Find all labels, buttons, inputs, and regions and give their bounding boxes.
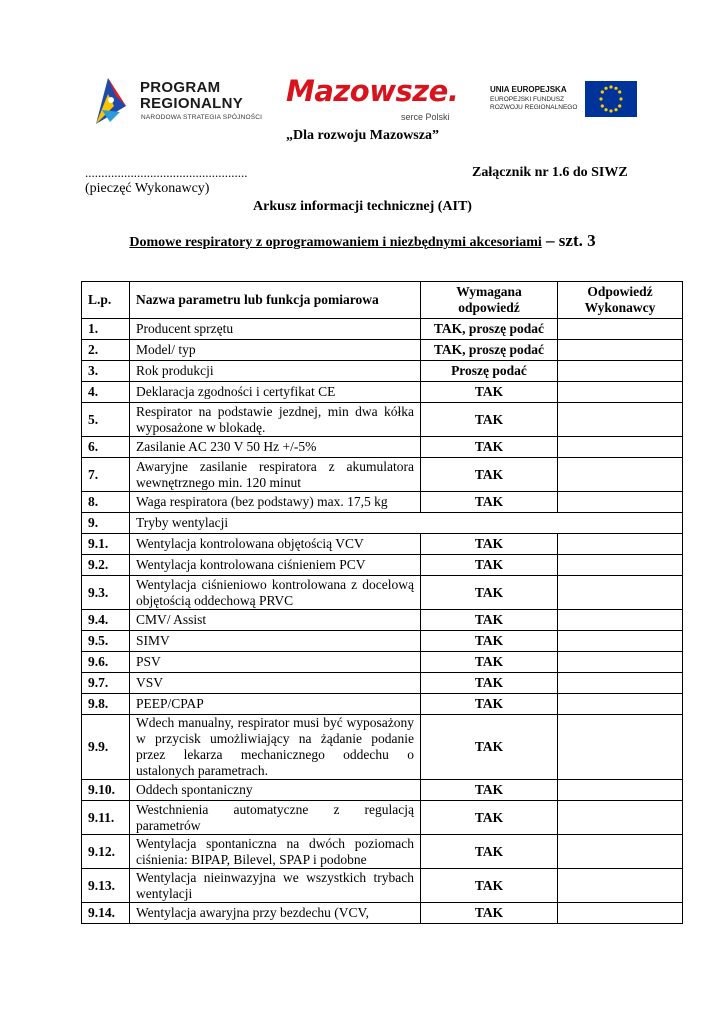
table-row (82, 631, 683, 652)
subject-quantity: – szt. 3 (541, 231, 596, 250)
program-logo-line3: NARODOWA STRATEGIA SPÓJNOŚCI (141, 114, 263, 121)
subject-heading (0, 231, 725, 251)
row-contractor-answer[interactable] (558, 631, 683, 652)
row-parameter-name: Wdech manualny, respirator musi być wyposażony w przycisk umożliwiający na żądanie podanie przez lekarza mechanicznego oddechu o ustalonych parametrach. (130, 715, 421, 780)
row-number: 8. (82, 492, 130, 513)
row-parameter-name: PSV (130, 652, 421, 673)
row-required-answer: TAK (421, 610, 558, 631)
row-parameter-name: Oddech spontaniczny (130, 780, 421, 801)
eu-logo-line3: ROZWOJU REGIONALNEGO (490, 104, 578, 111)
row-parameter-name: Wentylacja ciśnieniowo kontrolowana z docelową objętością oddechową PRVC (130, 576, 421, 610)
row-parameter-name: Respirator na podstawie jezdnej, min dwa kółka wyposażone w blokadę. (130, 403, 421, 437)
row-parameter-name: Model/ typ (130, 340, 421, 361)
row-parameter-name: Producent sprzętu (130, 319, 421, 340)
table-header-row (82, 282, 683, 319)
row-contractor-answer[interactable] (558, 340, 683, 361)
row-contractor-answer[interactable] (558, 492, 683, 513)
row-parameter-name: Wentylacja spontaniczna na dwóch poziomach ciśnienia: BIPAP, Bilevel, SPAP i podobne (130, 835, 421, 869)
row-contractor-answer[interactable] (558, 610, 683, 631)
row-number: 1. (82, 319, 130, 340)
row-parameter-name: SIMV (130, 631, 421, 652)
col-header-answer: Odpowiedź Wykonawcy (558, 282, 683, 319)
row-required-answer: TAK (421, 458, 558, 492)
row-number: 9.9. (82, 715, 130, 780)
row-contractor-answer[interactable] (558, 458, 683, 492)
row-parameter-name: Wentylacja kontrolowana ciśnieniem PCV (130, 555, 421, 576)
row-contractor-answer[interactable] (558, 403, 683, 437)
table-row (82, 361, 683, 382)
row-parameter-name: Wentylacja nieinwazyjna we wszystkich trybach wentylacji (130, 869, 421, 903)
row-required-answer: TAK (421, 534, 558, 555)
eu-flag-icon (585, 81, 637, 117)
sheet-title: Arkusz informacji technicznej (AIT) (253, 199, 472, 214)
row-contractor-answer[interactable] (558, 382, 683, 403)
row-required-answer: TAK (421, 903, 558, 924)
stamp-label: (pieczęć Wykonawcy) (85, 181, 210, 196)
row-parameter-name: Awaryjne zasilanie respiratora z akumulatora wewnętrznego min. 120 minut (130, 458, 421, 492)
table-row (82, 340, 683, 361)
row-required-answer: TAK (421, 492, 558, 513)
table-row (82, 555, 683, 576)
table-row (82, 492, 683, 513)
annex-label: Załącznik nr 1.6 do SIWZ (472, 165, 628, 180)
mazowsze-logo-word: Mazowsze. (286, 74, 459, 108)
table-row (82, 801, 683, 835)
row-contractor-answer[interactable] (558, 903, 683, 924)
row-parameter-name: Wentylacja awaryjna przy bezdechu (VCV, (130, 903, 421, 924)
row-contractor-answer[interactable] (558, 835, 683, 869)
row-contractor-answer[interactable] (558, 361, 683, 382)
row-required-answer: TAK (421, 437, 558, 458)
row-number: 9.14. (82, 903, 130, 924)
eu-logo-line1: UNIA EUROPEJSKA (490, 85, 567, 94)
row-required-answer: TAK (421, 673, 558, 694)
row-parameter-name: Zasilanie AC 230 V 50 Hz +/-5% (130, 437, 421, 458)
row-required-answer: Proszę podać (421, 361, 558, 382)
row-required-answer: TAK (421, 403, 558, 437)
table-row (82, 780, 683, 801)
table-row (82, 437, 683, 458)
table-row (82, 319, 683, 340)
row-number: 9.12. (82, 835, 130, 869)
table-row (82, 403, 683, 437)
mazowsze-logo (286, 74, 466, 132)
row-parameter-name: Westchnienia automatyczne z regulacją parametrów (130, 801, 421, 835)
row-number: 9.2. (82, 555, 130, 576)
row-required-answer: TAK (421, 801, 558, 835)
col-header-lp: L.p. (82, 282, 130, 319)
row-required-answer: TAK (421, 652, 558, 673)
motto: „Dla rozwoju Mazowsza” (286, 128, 439, 143)
row-number: 4. (82, 382, 130, 403)
row-required-answer: TAK (421, 715, 558, 780)
logo-bar (88, 62, 648, 134)
eu-logo (488, 78, 648, 122)
row-required-answer: TAK (421, 869, 558, 903)
table-row (82, 534, 683, 555)
row-number: 9.10. (82, 780, 130, 801)
table-row (82, 715, 683, 780)
row-parameter-name: Deklaracja zgodności i certyfikat CE (130, 382, 421, 403)
row-contractor-answer[interactable] (558, 319, 683, 340)
row-required-answer: TAK (421, 555, 558, 576)
row-required-answer: TAK (421, 382, 558, 403)
row-number: 7. (82, 458, 130, 492)
technical-spec-table (81, 281, 683, 924)
subject-text: Domowe respiratory z oprogramowaniem i niezbędnymi akcesoriami (129, 235, 542, 250)
row-required-answer: TAK, proszę podać (421, 340, 558, 361)
row-parameter-name: VSV (130, 673, 421, 694)
row-number: 3. (82, 361, 130, 382)
row-number: 5. (82, 403, 130, 437)
row-contractor-answer[interactable] (558, 437, 683, 458)
table-row (82, 869, 683, 903)
row-contractor-answer[interactable] (558, 801, 683, 835)
row-required-answer: TAK (421, 631, 558, 652)
row-contractor-answer[interactable] (558, 869, 683, 903)
row-number: 9. (82, 513, 130, 534)
row-number: 9.11. (82, 801, 130, 835)
program-logo-line2: REGIONALNY (140, 95, 244, 112)
program-flag-icon (94, 76, 128, 126)
row-parameter-name: Rok produkcji (130, 361, 421, 382)
row-contractor-answer[interactable] (558, 780, 683, 801)
table-row (82, 576, 683, 610)
row-number: 9.5. (82, 631, 130, 652)
row-parameter-name: Wentylacja kontrolowana objętością VCV (130, 534, 421, 555)
row-parameter-name: Waga respiratora (bez podstawy) max. 17,5 kg (130, 492, 421, 513)
table-row (82, 610, 683, 631)
row-required-answer: TAK, proszę podać (421, 319, 558, 340)
row-required-answer: TAK (421, 835, 558, 869)
table-row (82, 903, 683, 924)
row-number: 9.3. (82, 576, 130, 610)
row-required-answer: TAK (421, 694, 558, 715)
row-required-answer: TAK (421, 780, 558, 801)
row-number: 9.1. (82, 534, 130, 555)
program-logo-line1: PROGRAM (140, 79, 221, 96)
row-parameter-name: PEEP/CPAP (130, 694, 421, 715)
row-contractor-answer[interactable] (558, 673, 683, 694)
table-row (82, 652, 683, 673)
table-row (82, 513, 683, 534)
program-regionalny-logo (88, 70, 268, 130)
stamp-dotted-line: .................................................. (85, 165, 248, 180)
mazowsze-logo-tagline: serce Polski (401, 112, 450, 122)
row-number: 9.4. (82, 610, 130, 631)
row-contractor-answer[interactable] (558, 694, 683, 715)
row-parameter-name: CMV/ Assist (130, 610, 421, 631)
row-contractor-answer[interactable] (558, 534, 683, 555)
row-number: 9.8. (82, 694, 130, 715)
row-number: 2. (82, 340, 130, 361)
eu-logo-line2: EUROPEJSKI FUNDUSZ (490, 96, 565, 103)
row-number: 9.7. (82, 673, 130, 694)
row-required-answer: TAK (421, 576, 558, 610)
row-contractor-answer[interactable] (558, 576, 683, 610)
row-number: 9.13. (82, 869, 130, 903)
table-row (82, 835, 683, 869)
row-contractor-answer[interactable] (558, 555, 683, 576)
table-row (82, 382, 683, 403)
table-row (82, 694, 683, 715)
row-number: 6. (82, 437, 130, 458)
row-number: 9.6. (82, 652, 130, 673)
row-contractor-answer[interactable] (558, 715, 683, 780)
row-parameter-name: Tryby wentylacji (130, 513, 683, 534)
col-header-name: Nazwa parametru lub funkcja pomiarowa (130, 282, 421, 319)
table-row (82, 673, 683, 694)
col-header-required: Wymagana odpowiedź (421, 282, 558, 319)
row-contractor-answer[interactable] (558, 652, 683, 673)
table-row (82, 458, 683, 492)
